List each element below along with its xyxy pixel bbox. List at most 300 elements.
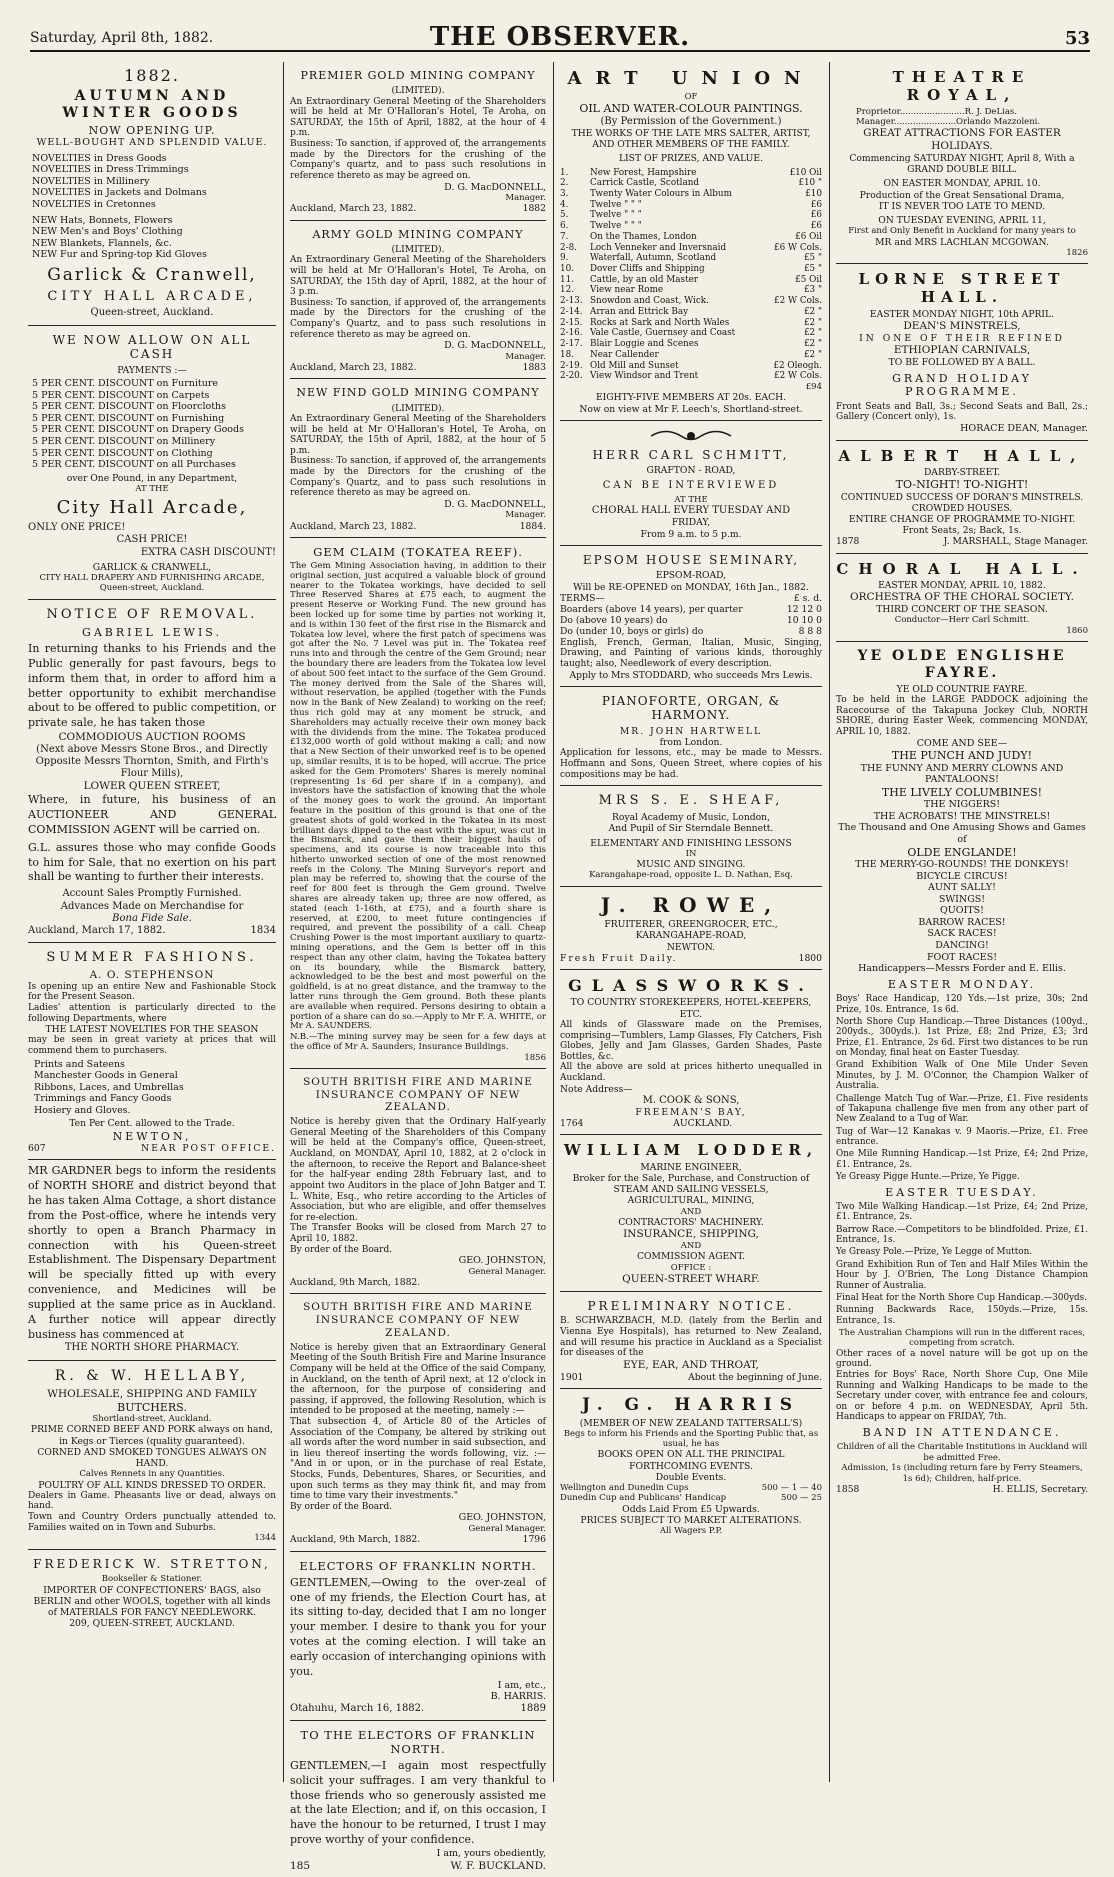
new-goods-list [32,215,276,261]
ad-army-gold-mining [290,221,546,380]
ad-number: 1834 [250,924,276,936]
ad-heading: ARMY GOLD MINING COMPANY [312,227,524,241]
ad-william-lodder [560,1135,822,1291]
prize-value: £10 [805,189,822,199]
ad-line: over One Pound, in any Department, [66,472,238,484]
prize-title: Arran and Ettrick Bay [590,306,689,317]
column-1 [28,62,276,1782]
ad-body: Is opening up an entire New and Fashionable Stock for the Present Season. [28,981,276,1003]
event-item: Running Backwards Race, 150yds.—Prize, 15s. Entrance, 1s. [836,1305,1088,1326]
ad-number: 1856 [524,1052,546,1063]
prize-title: Near Callender [590,349,659,360]
ad-premier-gold-mining [290,62,546,221]
ad-line: Advances Made on Merchandise for [60,900,244,912]
ad-line: THE NORTH SHORE PHARMACY. [64,1342,240,1354]
event-item: North Shore Cup Handicap.—Three Distances (100yd., 200yds., 300yds.). 1st Prize, £8; 2nd Prize, £3; 3rd Prize, £1. Entrance, 2s 6d. First two distances to be run on Monday, final heat on Easter Tuesday. [836,1016,1088,1059]
ad-line: NOW OPENING UP. [88,123,216,137]
ad-line: 209, QUEEN-STREET, AUCKLAND. [69,1618,235,1630]
ad-line: QUEEN-STREET WHARF. [622,1272,760,1285]
ad-line: All Wagers P.P. [659,1526,723,1537]
ad-line: COMMISSION AGENT. [637,1251,745,1263]
ad-footer [28,1143,276,1154]
prize-value: £5 " [803,253,822,264]
prize-table [560,168,822,382]
signature: J. MARSHALL, Stage Manager. [943,536,1088,548]
ad-number: 1889 [520,1702,546,1714]
ad-line: (MEMBER OF NEW ZEALAND TATTERSALL'S) [579,1417,803,1429]
novelties-list [32,153,276,211]
prize-title: Dover Cliffs and Shipping [590,264,705,275]
list-item: 5 PER CENT. DISCOUNT on Floorcloths [32,401,227,413]
ad-heading: ELECTORS OF FRANKLIN NORTH. [299,1558,537,1573]
ad-new-find-gold-mining [290,379,546,538]
ad-footer [28,925,276,937]
ad-line: ONLY ONE PRICE! [28,522,126,534]
signature: D. G. MacDONNELL, [444,498,546,510]
ad-number: 185 [290,1859,311,1872]
ad-heading: ART UNION [567,68,815,89]
ad-footer [290,203,546,214]
ad-line: WELL-BOUGHT AND SPLENDID VALUE. [36,137,268,149]
prize-number: 1. [560,167,569,178]
ad-line: COMMODIOUS AUCTION ROOMS [58,731,246,744]
ad-line: Double Events. [655,1471,727,1483]
ad-line: TO COUNTRY STOREKEEPERS, HOTEL-KEEPERS, ETC. [570,997,812,1020]
ad-heading: R. & W. HELLABY, [54,1367,250,1384]
ad-line: FREEMAN'S BAY, [635,1106,747,1118]
prize-number: 3. [560,189,569,199]
ad-line: DARBY-STREET. [923,466,1001,478]
ad-line: BOOKS OPEN ON ALL THE PRINCIPAL FORTHCOMING EVENTS. [597,1449,785,1472]
ad-line: TO BE FOLLOWED BY A BALL. [888,356,1036,368]
ad-heading: GLASSWORKS. [568,975,814,995]
list-item: 5 PER CENT. DISCOUNT on Millinery [32,436,216,447]
ad-line: (LIMITED). [391,244,445,256]
ad-south-british-extraordinary [290,1294,546,1551]
fayre-line: THE NIGGERS! [923,799,1001,811]
prize-value: £2 " [803,317,822,328]
row-value: 10 10 0 [786,615,822,627]
prize-value: £6 Oil [795,231,822,242]
ad-heading: NEW FIND GOLD MINING COMPANY [296,386,540,400]
ad-olde-englishe-fayre [836,642,1088,1500]
ad-line: CAN BE INTERVIEWED [602,479,780,491]
fayre-line: THE FUNNY AND MERRY CLOWNS AND PANTALOONS! [860,762,1064,786]
list-item: 5 PER CENT. DISCOUNT on Drapery Goods [32,424,244,436]
ad-year: 1882. [124,66,180,85]
ad-body: Business: To sanction, if approved of, the arrangements made by the Directors for the crushing of the Company's Quartz, and to pass such resolutions in reference thereto as may be agreed on. [290,297,546,340]
prize-title: Carrick Castle, Scotland [590,178,700,189]
ad-line: ENTIRE CHANGE OF PROGRAMME TO-NIGHT. [848,513,1076,525]
ad-heading: CHORAL HALL. [836,559,1088,578]
ad-line: OFFICE : [670,1262,712,1273]
ad-number: 1796 [522,1534,546,1546]
list-item: NOVELTIES in Millinery [32,175,150,187]
list-item: 5 PER CENT. DISCOUNT on Carpets [32,389,210,401]
prize-row [560,371,822,382]
prize-row [560,221,822,232]
ad-autumn-winter-goods [28,62,276,326]
ad-heading: SUMMER FASHIONS. [46,950,258,966]
prize-title: Twelve " " " [590,210,642,221]
ad-notice-of-removal [28,600,276,943]
prize-number: 2-17. [560,339,583,350]
ad-line: CITY HALL ARCADE, [47,288,257,304]
list-item: NOVELTIES in Dress Goods [32,152,167,164]
fayre-line: BICYCLE CIRCUS! [916,870,1008,882]
ad-body: In returning thanks to his Friends and the Public generally for past favours, begs to inform them that, in order to afford him a better opportunity to exhibit merchandise about to be offered to public competition, or private sale, he has taken those [28,642,276,730]
ad-number: 1826 [1066,247,1088,258]
ad-number: 1884. [519,520,546,532]
prize-value: £2 Oleogh. [773,360,822,371]
ad-date: Auckland, 9th March, 1882. [290,1534,421,1546]
prize-title: Vale Castle, Guernsey and Coast [590,328,736,339]
prize-row [560,307,822,318]
ad-heading: PIANOFORTE, ORGAN, & HARMONY. [601,693,781,723]
prize-number: 11. [560,274,574,285]
ad-line: ON TUESDAY EVENING, APRIL 11, [878,215,1046,226]
ornament-icon [646,427,736,445]
section-heading: EASTER TUESDAY. [885,1185,1039,1199]
ad-line: ORCHESTRA OF THE CHORAL SOCIETY. [850,591,1074,604]
ad-mrs-sheaf [560,786,822,886]
ad-footer [836,1484,1088,1495]
ad-number: 1901 [560,1371,584,1383]
ad-line: Apply to Mrs STODDARD, who succeeds Mrs Lewis. [569,669,813,681]
ad-line: MARINE ENGINEER, [640,1161,742,1173]
prize-value: £6 [810,199,822,210]
ad-body: Notice is hereby given that an Extraordinary General Meeting of the South British Fire and Marine Insurance Company will be held at the Office of the said Company, in Auckland, on the tenth of April next, at 12 o'clock in the afternoon, for the purpose of considering and passing, if approved, the following Resolution, which is intended to be proposed at the meeting, namely :— [290,1342,547,1417]
ad-date: Auckland, March 17, 1882. [28,924,166,936]
prize-row [560,350,822,361]
list-item: 5 PER CENT. DISCOUNT on Furniture [32,378,219,390]
row-value: 500 — 1 — 40 [761,1483,822,1494]
column-2 [290,62,547,1872]
signature: D. G. MacDONNELL, [444,340,546,352]
prize-title: Waterfall, Autumn, Scotland [590,253,717,264]
ad-line: IN ONE OF THEIR REFINED [859,332,1065,344]
prize-row [560,168,822,179]
section-heading: EASTER MONDAY. [887,977,1037,991]
ad-body: The Gem Mining Association having, in addition to their original section, just acquired a valuable block of ground nearer to the Tokatea workings, have decided to sell Three Reserved Shares at £75 each, to augment the present Reserve or Working Fund. The new ground has been locked up for some time by parties not working it, and is within 130 feet of the first rise in the Bismarck and Tokatea low level, where the first patch of specimens was got after the No. 7 Level was put in. The Tokatea reef runs into and through the centre of the Gem Ground; near the boundary there are leaders from the Tokatea low level of about 500 feet intact to the surface of the Gem Ground. The money derived from the Sale of the Shares will, without reservation, be applied (together with the Funds now in the Bank of New Zealand) to working on the reef; thus rich gold may at any moment be struck, and Shareholders may actually receive their own money back with the dividends from the mine. The Tokatea produced £132,000 worth of gold without making a call; and now that a New Section of their unworked reef is to be opened up, similar results, it is to be hoped, will accrue. The price asked for the Gem Promoters' Shares is merely nominal (representing 1s 6d per share if in a company), and investors have the satisfaction of knowing that the whole of the money goes to work the ground. An important feature in the position of this ground is that one of the greatest shots of gold worked in the Tokatea in its most brilliant days dipped to the east with the spur, was cut in the Bismarck, and gave them their biggest hauls of specimens, and its course is now traceable into this hitherto unworked section of one of the most renowned reefs in the Colony. The Mining Surveyor's report and plan may be referred to, showing that the course of the reef for 800 feet is through the Gem ground. Twelve shares are already taken up; three are now offered, as stated (each 1-16th, at £75), and a fourth share is reserved, at £200, to meet future contingencies if required, and prevent the possibility of a call. Cheap Crushing Power is the most important auxiliary to quartz-mining operations, and the Gem is better off in this respect than any other claim, having the Tokatea battery on its boundary, while the Bismarck battery, acknowledged to be the best and most powerful on the goldfield, is at no great distance, and the tramway to the latter runs through the Gem ground. Both these plants are available when required. Persons desiring to obtain a portion of a share can do so.—Apply to Mr F. A. WHITE, or Mr A. SAUNDERS. [290,560,546,1032]
list-item: 5 PER CENT. DISCOUNT on Clothing [32,447,213,459]
ad-line: AND [680,1240,702,1251]
ad-line: MUSIC AND SINGING. [636,859,746,871]
ad-body: Where, in future, his business of an AUCTIONEER AND GENERAL COMMISSION AGENT will be carried on. [28,793,276,836]
prize-title: Blair Loggie and Scenes [590,339,699,350]
ad-line: IN [685,848,697,859]
fayre-line: Handicappers—Messrs Forder and E. Ellis. [858,963,1066,975]
ad-footer [290,1534,546,1545]
ad-herr-carl-schmitt [560,421,822,546]
prize-title: Rocks at Sark and North Wales [590,317,730,328]
prize-row [560,275,822,286]
row-value: 500 — 25 [781,1493,822,1504]
ad-body: An Extraordinary General Meeting of the Shareholders will be held at Mr O'Halloran's Hotel, Te Aroha, on SATURDAY, the 15th day of April, 1882, at the hour of 3 p.m. [290,255,546,298]
ad-body: English, French, German, Italian, Music, Singing, Drawing, and Painting of various kinds, thoroughly taught; also, Needlework of every description. [560,637,822,669]
prize-value: £2 " [803,328,822,339]
prize-number: 2-16. [560,328,583,339]
ad-line: OF [684,91,698,102]
ad-line: Begs to inform his Friends and the Sporting Public that, as usual, he has [563,1428,819,1450]
firm-name: Garlick & Cranwell, [47,264,257,285]
ad-body: N.B.—The mining survey may be seen for a few days at the office of Mr A. Saunders, Insurance Buildings. [290,1032,546,1053]
masthead [30,20,1090,52]
ad-line: Front Seats, 2s; Back, 1s. [902,525,1022,537]
row-value: 8 8 8 [798,626,822,638]
fayre-line: AUNT SALLY! [927,882,996,894]
ad-line: PRIME CORNED BEEF AND PORK always on hand, in Kegs or Tierces (quality guaranteed). [30,1424,274,1447]
ad-line: (Next above Messrs Stone Bros., and Directly Opposite Messrs Thornton, Smith, and Firth's Flour Mills), [35,743,269,780]
ad-line: Broker for the Sale, Purchase, and Construction of [572,1172,810,1184]
prize-number: 2. [560,178,569,189]
ad-body: By order of the Board. [290,1244,393,1255]
ad-date: Auckland, March 23, 1882. [290,520,417,532]
signature-role: General Manager. [468,1524,546,1535]
ad-date: Auckland, March 23, 1882. [290,203,417,215]
ad-footer [560,953,822,964]
ad-body: Entries for Boys' Race, North Shore Cup, One Mile Running and Walking Handicaps to be made to the Secretary under cover, with entrance fee and colours, on or before 4 p.m. on WEDNESDAY, April 5th. Handicaps to appear on FRIDAY, 7th. [836,1369,1088,1423]
prize-number: 2-14. [560,306,583,317]
event-item: Boys' Race Handicap, 120 Yds.—1st prize, 30s; 2nd Prize, 10s. Entrance, 1s 6d. [836,994,1088,1015]
fayre-line: BARROW RACES! [918,916,1006,928]
ad-heading: YE OLDE ENGLISHE FAYRE. [857,647,1067,681]
ad-line: (By Permission of the Government.) [600,115,782,127]
ad-number: 1800 [798,952,822,964]
ad-north-shore-pharmacy [28,1160,276,1360]
prize-row [560,189,822,200]
list-item: 5 PER CENT. DISCOUNT on all Purchases [32,459,236,471]
fayre-line: SWINGS! [938,893,986,905]
ad-body: The Transfer Books will be closed from March 27 to April 10, 1882. [290,1223,546,1244]
ad-body: Application for lessons, etc., may be made to Messrs. Hoffmann and Sons, Queen Street, where copies of his compositions may be had. [560,748,822,780]
ad-south-british-ordinary [290,1069,546,1294]
ad-line: EPSOM-ROAD, [655,570,727,582]
ad-line: CASH PRICE! [116,534,188,546]
ad-date: Otahuhu, March 16, 1882. [290,1702,425,1714]
ad-line: STEAM AND SAILING VESSELS, [613,1184,769,1196]
prize-value: £3 " [803,285,822,296]
ad-number: 1883 [522,362,546,374]
ad-pianoforte [560,687,822,787]
ad-line: EXTRA CASH DISCOUNT! [140,546,276,558]
ad-line: (LIMITED). [391,85,445,97]
closing: I am, yours obediently, [436,1848,546,1859]
ad-line: Bona Fide Sale. [112,912,192,924]
ad-line: Odds Laid From £5 Upwards. [622,1503,760,1515]
list-item: Manchester Goods in General [34,1070,178,1082]
ad-body: Business: To sanction, if approved of, the arrangements made by the Directors for the crushing of the Company's quartz, and to pass such resolutions in reference thereto as may be agreed on. [290,139,546,181]
list-item: NEW Hats, Bonnets, Flowers [32,214,173,226]
ad-line: BUTCHERS. [117,1400,187,1414]
ad-line: NEWTON, [112,1129,192,1143]
ad-line: Queen-street, Auckland. [90,307,214,319]
ad-stretton-bookseller [28,1550,276,1635]
ad-line: Commencing SATURDAY NIGHT, April 8, With a GRAND DOUBLE BILL. [849,152,1075,176]
ad-preliminary-notice [560,1292,822,1389]
prize-number: 10. [560,264,574,275]
ad-line: MR and MRS LACHLAN MCGOWAN. [875,236,1049,248]
fayre-line: THE MERRY-GO-ROUNDS! THE DONKEYS! [855,858,1069,870]
ad-line: CHORAL HALL EVERY TUESDAY AND [591,505,791,517]
event-item: Final Heat for the North Shore Cup Handicap.—300yds. [836,1292,1087,1303]
ad-line: ON EASTER MONDAY, APRIL 10. [883,178,1041,190]
signature: HORACE DEAN, Manager. [960,423,1088,435]
prize-total: £94 [805,381,822,392]
prize-row [560,339,822,350]
ad-line: CROWDED HOUSES. [911,502,1013,514]
prize-title: Old Mill and Sunset [590,360,679,371]
ad-line: Manager.......................Orlando Mazzoleni. [856,116,1041,127]
ad-line: AUCKLAND. [673,1118,733,1130]
ad-line: LOWER QUEEN STREET, [83,780,221,793]
event-item: Ye Greasy Pole.—Prize, Ye Legge of Mutton. [836,1247,1033,1258]
prize-number: 2-8. [560,242,577,253]
ad-line: CORNED AND SMOKED TONGUES ALWAYS ON HAND. [37,1446,267,1469]
event-item: Barrow Race.—Competitors to be blindfolded. Prize, £1. Entrance, 1s. [836,1224,1088,1246]
row-label: Wellington and Dunedin Cups [560,1483,689,1494]
ad-line: TERMS— [560,592,605,604]
ad-electors-franklin-harris [290,1552,546,1721]
ad-body: B. SCHWARZBACH, M.D. (lately from the Berlin and Vienna Eye Hospitals), has returned to New Zealand, and will resume his practice in Auckland as a Specialist for diseases of the [560,1316,822,1359]
departments-list [34,1059,276,1117]
column-rule [829,62,830,1782]
prize-number: 2-19. [560,360,583,371]
ad-line: AGRICULTURAL, MINING, [627,1195,755,1207]
event-item: Challenge Match Tug of War.—Prize, £1. Five residents of Takapuna challenge five men from any other part of New Zealand to a Tug of War. [836,1093,1088,1125]
ad-heading: GEM CLAIM (TOKATEA REEF). [313,544,523,559]
ad-line: IMPORTER OF CONFECTIONERS' BAGS, also BERLIN and other WOOLS, together with all kinds of MATERIALS FOR FANCY NEEDLEWORK. [33,1584,271,1618]
prize-number: 6. [560,221,569,232]
prize-row [560,178,822,189]
list-item: NEW Blankets, Flannels, &c. [32,237,172,249]
ad-line: PRICES SUBJECT TO MARKET ALTERATIONS. [580,1515,802,1527]
newspaper-title: THE OBSERVER. [429,22,691,52]
ad-line: NEAR POST OFFICE. [141,1143,276,1155]
ad-heading: HERR CARL SCHMITT, [592,447,790,462]
ad-hellaby-butchers [28,1361,276,1550]
prize-row [560,285,822,296]
ad-heading: EPSOM HOUSE SEMINARY, [582,552,800,567]
ad-footer [560,1372,822,1383]
ad-line: LIST OF PRIZES, AND VALUE. [618,153,764,165]
ad-line: CONTINUED SUCCESS OF DORAN'S MINSTRELS. [840,491,1084,503]
ad-line: The Australian Champions will run in the different races, competing from scratch. [838,1328,1086,1349]
fayre-line: THE LIVELY COLUMBINES! [881,785,1043,799]
ad-line: THE LATEST NOVELTIES FOR THE SEASON [45,1024,259,1036]
ad-date: Auckland, March 23, 1882. [290,362,417,374]
ad-line: Note Address— [560,1083,633,1095]
ad-line: ETHIOPIAN CARNIVALS, [893,343,1031,356]
signature-role: Manager. [505,193,546,204]
row-label: Dunedin Cup and Publicans' Handicap [560,1493,727,1504]
prize-title: Loch Venneker and Inversnaid [590,242,727,253]
fayre-line: FOOT RACES! [926,951,998,963]
ad-line: Queen-street, Auckland. [99,583,205,594]
signature-role: General Manager. [468,1266,546,1277]
prize-row [560,200,822,211]
ad-body: Front Seats and Ball, 3s.; Second Seats and Ball, 2s.; Gallery (Concert only), 1s. [836,401,1088,423]
ad-summer-fashions [28,943,276,1160]
ad-line: £ s. d. [793,592,822,604]
table-row [560,1493,822,1503]
ad-body: To be held in the LARGE PADDOCK adjoining the Racecourse of the Takapuna Jockey Club, NORTH SHORE, during Easter Week, commencing MONDAY, APRIL 10, 1882. [836,695,1088,738]
ad-footer [290,1703,546,1715]
signature: D. G. MacDONNELL, [444,181,546,193]
ad-body: By order of the Board. [290,1501,393,1512]
ad-heading: LORNE STREET HALL. [858,270,1066,307]
ad-heading: ALBERT HALL, [838,446,1086,465]
ad-line: First and Only Benefit in Auckland for many years to [848,226,1076,237]
ad-line: Production of the Great Sensational Drama, [859,189,1065,201]
prize-value: £6 [810,221,822,232]
ad-body: All kinds of Glassware made on the Premises, comprising—Tumblers, Lamp Glasses, Fly Catchers, Fish Globes, Jelly and Jam Glasses, Garden Shades, Paste Bottles, &c. [560,1019,822,1062]
prize-row [560,210,822,221]
ad-body: G.L. assures those who may confide Goods to him for Sale, that no exertion on his part shall be wanting to further their interests. [28,840,276,884]
signature: W. F. BUCKLAND. [450,1859,546,1872]
ad-line: Fresh Fruit Daily. [560,952,678,964]
ad-body: All the above are sold at prices hitherto unequalled in Auckland. [560,1062,822,1083]
ad-line: Will be RE-OPENED on MONDAY, 16th Jan., 1882. [573,581,809,593]
row-label: Do (under 10, boys or girls) do [560,626,704,638]
page-number: 53 [1064,28,1090,49]
list-item: NEW Men's and Boys' Clothing [32,226,183,238]
prize-title: View near Rome [590,285,664,296]
ad-line: Proprietor........................R. J. DeLias. [856,106,1017,117]
ad-line: GREAT ATTRACTIONS FOR EASTER [863,127,1061,140]
ad-line: From 9 a.m. to 5 p.m. [640,528,742,540]
ad-line: AT THE [674,494,708,505]
ad-heading: J. G. HARRIS [581,1394,801,1415]
column-3 [560,62,822,1782]
ad-line: YE OLD COUNTRIE FAYRE. [896,684,1028,696]
ad-body: Town and Country Orders punctually attended to. Families waited on in Town and Suburbs. [28,1511,276,1533]
ad-heading: WILLIAM LODDER, [563,1141,819,1160]
prize-number: 2-13. [560,296,583,307]
prize-row [560,243,822,254]
ad-line: CITY HALL DRAPERY AND FURNISHING ARCADE, [39,573,265,584]
ad-line: (LIMITED). [391,402,445,414]
list-item: Prints and Sateens [34,1058,125,1070]
prize-value: £2 W Cols. [774,296,822,307]
list-item: 5 PER CENT. DISCOUNT on Furnishing [32,412,225,424]
ad-body: Ladies' attention is particularly directed to the following Departments, where [28,1002,276,1024]
prize-value: £6 W Cols. [774,242,822,253]
list-item: NOVELTIES in Cretonnes [32,198,156,210]
prize-value: £10 " [798,178,822,189]
fayre-line: The Thousand and One Amusing Shows and Games of [838,822,1086,845]
ad-heading: TO THE ELECTORS OF FRANKLIN NORTH. [300,1727,536,1756]
ad-line: BAND IN ATTENDANCE. [862,1426,1062,1440]
table-row [560,1483,822,1493]
ad-line: THIRD CONCERT OF THE SEASON. [876,603,1048,615]
ad-line: Now on view at Mr F. Leech's, Shortland-street. [579,403,803,415]
prize-row [560,253,822,264]
ad-line: DEAN'S MINSTRELS, [903,319,1021,332]
prize-row [560,328,822,339]
ad-line: HOLIDAYS. [931,140,993,153]
ad-line: Children of all the Charitable Institutions in Auckland will be admitted Free. [836,1442,1088,1463]
ad-footer [560,1118,822,1129]
ad-body: An Extraordinary General Meeting of the Shareholders will be held at Mr O'Halloran's Hotel, Te Aroha, on SATURDAY, the 15th of April, 1882, at the hour of 4 p.m. [290,96,546,139]
prize-number: 18. [560,349,574,360]
ad-line: M. COOK & SONS, [642,1094,740,1106]
column-rule [553,62,554,1782]
prize-title: Twelve " " " [590,199,642,210]
event-item: Two Mile Walking Handicap.—1st Prize, £4; 2nd Prize, £1. Entrance, 2s. [836,1201,1088,1223]
event-item: Grand Exhibition Walk of One Mile Under Seven Minutes, by J. M. O'Connor, the Champion Walker of Australia. [836,1060,1088,1092]
ad-albert-hall [836,441,1088,554]
